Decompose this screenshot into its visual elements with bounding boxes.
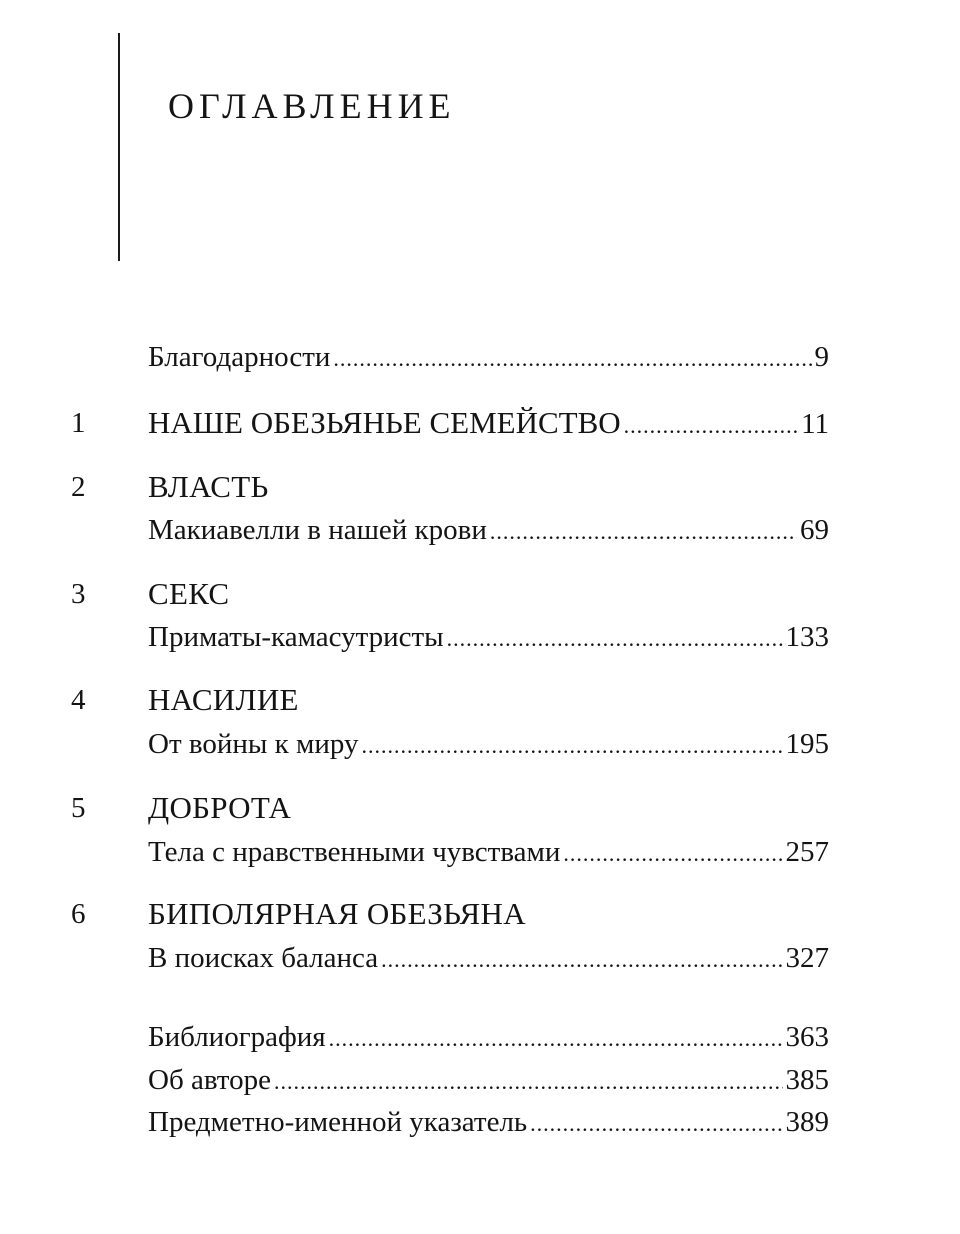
toc-entry-chapter-4[interactable] [148, 730, 829, 759]
toc-page-number: 389 [785, 1106, 829, 1138]
toc-entry-title: Благодарности [148, 341, 331, 373]
toc-entry-bibliography[interactable] [148, 1023, 829, 1052]
chapter-subtitle: В поисках баланса [148, 942, 379, 974]
chapter-number: 4 [71, 684, 86, 716]
toc-entry-index[interactable] [148, 1108, 829, 1137]
toc-page-number: 257 [785, 836, 829, 868]
toc-entry-chapter-6[interactable] [148, 944, 829, 973]
toc-page-number: 9 [814, 341, 829, 373]
toc-entry-chapter-1[interactable] [148, 407, 829, 439]
dot-leader [333, 348, 811, 370]
chapter-title: СЕКС [148, 576, 230, 611]
chapter-number: 5 [71, 792, 86, 824]
dot-leader [624, 415, 798, 437]
dot-leader [530, 1113, 782, 1135]
chapter-title: БИПОЛЯРНАЯ ОБЕЗЬЯНА [148, 896, 526, 931]
chapter-number: 3 [71, 578, 86, 610]
toc-page-number: 11 [801, 408, 829, 440]
toc-entry-chapter-2[interactable] [148, 516, 829, 545]
toc-entry-about-author[interactable] [148, 1066, 829, 1095]
toc-entry-title: Об авторе [148, 1064, 271, 1096]
chapter-number: 6 [71, 898, 86, 930]
toc-entry-title: Библиография [148, 1021, 326, 1053]
toc-entry-chapter-5[interactable] [148, 838, 829, 867]
chapter-title: ВЛАСТЬ [148, 469, 269, 504]
page-title: ОГЛАВЛЕНИЕ [168, 86, 456, 126]
toc-page-number: 195 [785, 728, 829, 760]
toc-page-number: 363 [785, 1021, 829, 1053]
vertical-rule [118, 33, 120, 261]
toc-page-number: 327 [785, 942, 829, 974]
dot-leader [490, 521, 797, 543]
chapter-subtitle: Тела с нравственными чувствами [148, 836, 561, 868]
toc-page-number: 133 [785, 621, 829, 653]
dot-leader [563, 843, 782, 865]
dot-leader [329, 1028, 783, 1050]
dot-leader [274, 1071, 783, 1093]
dot-leader [361, 735, 782, 757]
toc-page-number: 385 [785, 1064, 829, 1096]
toc-entry-acknowledgements[interactable] [148, 343, 829, 372]
dot-leader [447, 628, 783, 650]
chapter-title: ДОБРОТА [148, 790, 292, 825]
chapter-number: 2 [71, 471, 86, 503]
dot-leader [381, 949, 782, 971]
toc-entry-chapter-3[interactable] [148, 623, 829, 652]
chapter-subtitle: Макиавелли в нашей крови [148, 514, 487, 546]
chapter-subtitle: Приматы-камасутристы [148, 621, 444, 653]
chapter-number: 1 [71, 407, 86, 439]
toc-page-number: 69 [800, 514, 829, 546]
toc-entry-title: Предметно-именной указатель [148, 1106, 528, 1138]
chapter-title: НАСИЛИЕ [148, 682, 299, 717]
chapter-subtitle: От войны к миру [148, 728, 359, 760]
chapter-title: НАШЕ ОБЕЗЬЯНЬЕ СЕМЕЙСТВО [148, 405, 621, 440]
